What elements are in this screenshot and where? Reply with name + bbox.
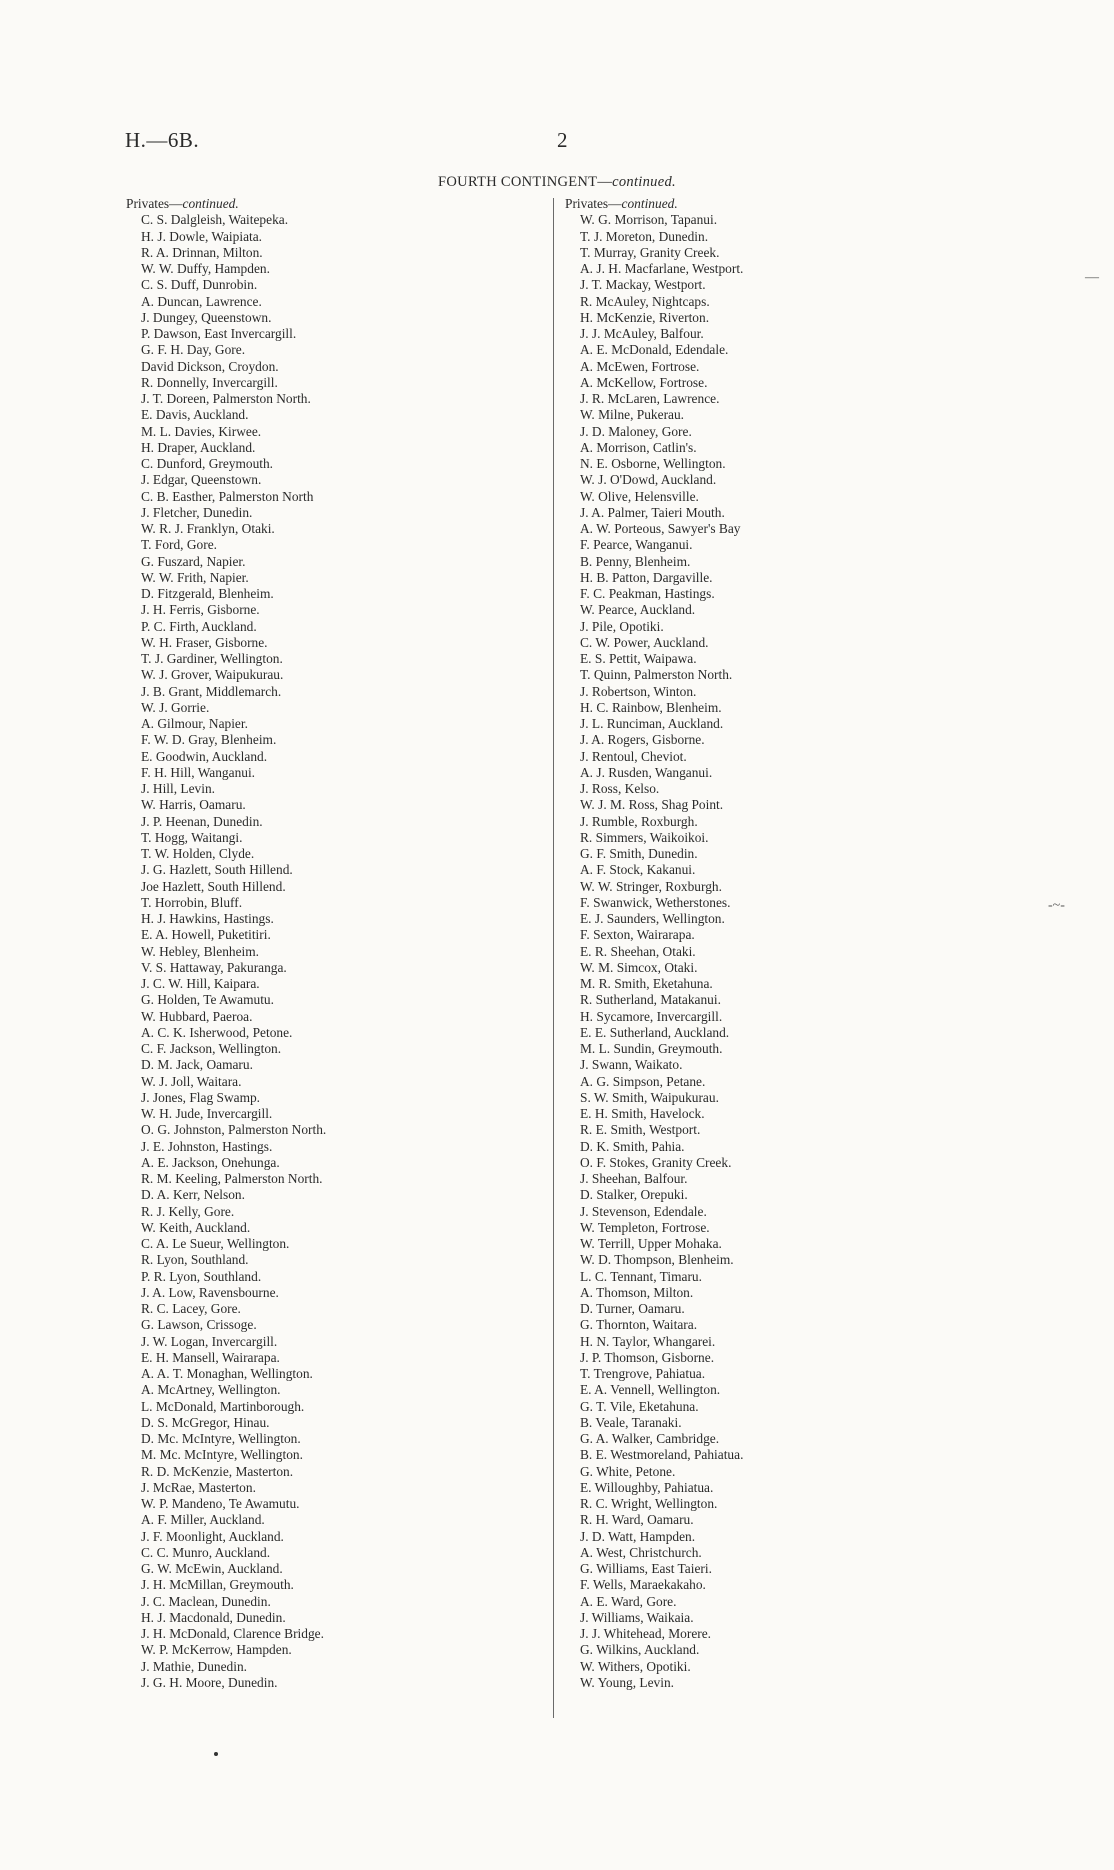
list-item: J. L. Runciman, Auckland. bbox=[580, 716, 724, 731]
list-item: A. A. T. Monaghan, Wellington. bbox=[141, 1366, 313, 1381]
list-item: D. Turner, Oamaru. bbox=[580, 1301, 685, 1316]
list-item: H. Draper, Auckland. bbox=[141, 439, 256, 455]
list-item: S. W. Smith, Waipukurau. bbox=[580, 1089, 719, 1105]
list-item: W. P. McKerrow, Hampden. bbox=[141, 1642, 292, 1658]
list-item: J. Fletcher, Dunedin. bbox=[141, 504, 253, 520]
list-item: D. Fitzgerald, Blenheim. bbox=[141, 586, 274, 601]
list-item: J. H. McMillan, Greymouth. bbox=[141, 1577, 294, 1593]
list-item: T. Quinn, Palmerston North. bbox=[580, 667, 733, 683]
list-item: G. Williams, East Taieri. bbox=[580, 1561, 712, 1576]
list-item: H. B. Patton, Dargaville. bbox=[580, 569, 713, 585]
list-item: A. E. Ward, Gore. bbox=[580, 1593, 677, 1609]
list-item: P. C. Firth, Auckland. bbox=[141, 618, 257, 634]
list-item: F. W. D. Gray, Blenheim. bbox=[141, 732, 277, 748]
list-item: A. McKellow, Fortrose. bbox=[580, 374, 708, 390]
list-item: J. H. Ferris, Gisborne. bbox=[141, 602, 260, 618]
list-item: T. Ford, Gore. bbox=[141, 537, 217, 553]
list-item: O. G. Johnston, Palmerston North. bbox=[141, 1122, 327, 1138]
list-item: J. E. Johnston, Hastings. bbox=[141, 1138, 273, 1154]
list-item: W. W. Duffy, Hampden. bbox=[141, 261, 270, 276]
list-item: A. E. McDonald, Edendale. bbox=[580, 342, 729, 358]
list-item: R. H. Ward, Oamaru. bbox=[580, 1512, 694, 1528]
list-item: J. P. Heenan, Dunedin. bbox=[141, 813, 263, 829]
list-item: C. W. Power, Auckland. bbox=[580, 634, 709, 650]
document-reference: H.—6B. bbox=[125, 128, 200, 152]
list-item: C. B. Easther, Palmerston North bbox=[141, 488, 314, 504]
list-item: L. McDonald, Martinborough. bbox=[141, 1398, 305, 1414]
list-item: R. C. Lacey, Gore. bbox=[141, 1301, 241, 1316]
list-item: V. S. Hattaway, Pakuranga. bbox=[141, 959, 287, 975]
list-item: T. J. Gardiner, Wellington. bbox=[141, 651, 283, 666]
list-item: E. Davis, Auckland. bbox=[141, 407, 249, 423]
list-item: J. Sheehan, Balfour. bbox=[580, 1171, 688, 1186]
list-item: J. W. Logan, Invercargill. bbox=[141, 1333, 278, 1349]
list-item: D. A. Kerr, Nelson. bbox=[141, 1187, 245, 1203]
list-item: A. G. Simpson, Petane. bbox=[580, 1073, 706, 1089]
list-item: G. White, Petone. bbox=[580, 1463, 676, 1479]
list-item: D. K. Smith, Pahia. bbox=[580, 1138, 685, 1154]
list-item: M. L. Sundin, Greymouth. bbox=[580, 1041, 723, 1056]
list-item: W. Hubbard, Paeroa. bbox=[141, 1008, 253, 1024]
list-item: G. A. Walker, Cambridge. bbox=[580, 1431, 720, 1446]
list-item: G. Lawson, Crissoge. bbox=[141, 1317, 257, 1333]
left-heading-main: Privates— bbox=[126, 196, 183, 211]
list-item: J. D. Watt, Hampden. bbox=[580, 1528, 696, 1544]
list-item: E. J. Saunders, Wellington. bbox=[580, 911, 725, 926]
list-item: O. F. Stokes, Granity Creek. bbox=[580, 1154, 732, 1170]
list-item: A. J. Rusden, Wanganui. bbox=[580, 764, 713, 780]
list-item: J. Rentoul, Cheviot. bbox=[580, 748, 687, 764]
list-item: E. S. Pettit, Waipawa. bbox=[580, 651, 697, 666]
list-item: E. H. Smith, Havelock. bbox=[580, 1106, 705, 1121]
list-item: C. C. Munro, Auckland. bbox=[141, 1544, 271, 1560]
list-item: R. McAuley, Nightcaps. bbox=[580, 293, 710, 309]
list-item: C. F. Jackson, Wellington. bbox=[141, 1041, 282, 1056]
list-item: A. West, Christchurch. bbox=[580, 1544, 702, 1560]
list-item: A. Duncan, Lawrence. bbox=[141, 293, 262, 309]
list-item: J. Ross, Kelso. bbox=[580, 781, 660, 796]
list-item: W. Milne, Pukerau. bbox=[580, 407, 685, 423]
list-item: G. F. Smith, Dunedin. bbox=[580, 846, 698, 861]
list-item: J. McRae, Masterton. bbox=[141, 1479, 256, 1495]
list-item: A. McArtney, Wellington. bbox=[141, 1382, 281, 1398]
list-item: E. H. Mansell, Wairarapa. bbox=[141, 1349, 280, 1365]
list-item: R. D. McKenzie, Masterton. bbox=[141, 1463, 294, 1479]
list-item: W. W. Stringer, Roxburgh. bbox=[580, 878, 722, 894]
right-name-list bbox=[565, 212, 1025, 1691]
list-item: A. F. Stock, Kakanui. bbox=[580, 862, 696, 878]
list-item: J. Swann, Waikato. bbox=[580, 1057, 683, 1073]
list-item: E. E. Sutherland, Auckland. bbox=[580, 1024, 730, 1040]
list-item: R. Lyon, Southland. bbox=[141, 1252, 249, 1268]
list-item: A. McEwen, Fortrose. bbox=[580, 358, 700, 374]
left-name-list bbox=[126, 212, 546, 1691]
list-item: J. Edgar, Queenstown. bbox=[141, 472, 262, 488]
list-item: R. Simmers, Waikoikoi. bbox=[580, 829, 709, 845]
list-item: J. A. Palmer, Taieri Mouth. bbox=[580, 504, 725, 520]
list-item: W. Young, Levin. bbox=[580, 1674, 674, 1690]
list-item: M. L. Davies, Kirwee. bbox=[141, 423, 262, 439]
list-item: W. D. Thompson, Blenheim. bbox=[580, 1252, 734, 1268]
list-item: G. Thornton, Waitara. bbox=[580, 1317, 698, 1333]
list-item: J. Pile, Opotiki. bbox=[580, 618, 664, 634]
list-item: H. N. Taylor, Whangarei. bbox=[580, 1333, 716, 1349]
list-item: J. Stevenson, Edendale. bbox=[580, 1203, 707, 1219]
list-item: R. E. Smith, Westport. bbox=[580, 1122, 701, 1138]
list-item: Joe Hazlett, South Hillend. bbox=[141, 878, 286, 894]
list-item: J. Mathie, Dunedin. bbox=[141, 1658, 247, 1674]
right-column bbox=[565, 196, 1025, 1691]
list-item: G. W. McEwin, Auckland. bbox=[141, 1561, 283, 1576]
list-item: A. W. Porteous, Sawyer's Bay bbox=[580, 521, 741, 536]
list-item: H. C. Rainbow, Blenheim. bbox=[580, 699, 722, 715]
stray-dot bbox=[214, 1752, 218, 1756]
list-item: J. B. Grant, Middlemarch. bbox=[141, 683, 282, 699]
list-item: N. E. Osborne, Wellington. bbox=[580, 456, 726, 471]
list-item: L. C. Tennant, Timaru. bbox=[580, 1268, 702, 1284]
list-item: T. Trengrove, Pahiatua. bbox=[580, 1366, 706, 1381]
list-item: R. Sutherland, Matakanui. bbox=[580, 992, 721, 1008]
list-item: W. H. Jude, Invercargill. bbox=[141, 1106, 273, 1121]
list-item: J. Jones, Flag Swamp. bbox=[141, 1089, 261, 1105]
list-item: J. C. W. Hill, Kaipara. bbox=[141, 976, 260, 991]
list-item: D. Mc. McIntyre, Wellington. bbox=[141, 1431, 301, 1446]
list-item: F. Swanwick, Wetherstones. bbox=[580, 894, 731, 910]
list-item: D. M. Jack, Oamaru. bbox=[141, 1057, 253, 1073]
list-item: W. Keith, Auckland. bbox=[141, 1219, 251, 1235]
list-item: A. E. Jackson, Onehunga. bbox=[141, 1154, 280, 1170]
list-item: T. Hogg, Waitangi. bbox=[141, 829, 243, 845]
margin-mark: -~- bbox=[1048, 898, 1065, 913]
list-item: J. T. Mackay, Westport. bbox=[580, 277, 706, 293]
section-heading bbox=[0, 174, 1114, 191]
list-item: W. J. M. Ross, Shag Point. bbox=[580, 797, 724, 813]
list-item: M. R. Smith, Eketahuna. bbox=[580, 976, 713, 991]
list-item: H. J. Macdonald, Dunedin. bbox=[141, 1609, 286, 1625]
list-item: E. A. Howell, Puketitiri. bbox=[141, 927, 271, 943]
list-item: J. F. Moonlight, Auckland. bbox=[141, 1528, 284, 1544]
list-item: D. Stalker, Orepuki. bbox=[580, 1187, 688, 1203]
list-item: J. A. Rogers, Gisborne. bbox=[580, 732, 705, 748]
list-item: J. C. Maclean, Dunedin. bbox=[141, 1593, 271, 1609]
section-heading-continued: continued. bbox=[612, 174, 676, 190]
list-item: G. Wilkins, Auckland. bbox=[580, 1642, 700, 1658]
list-item: W. J. Gorrie. bbox=[141, 699, 210, 715]
list-item: J. J. Whitehead, Morere. bbox=[580, 1626, 712, 1641]
list-item: M. Mc. McIntyre, Wellington. bbox=[141, 1447, 303, 1463]
list-item: R. Donnelly, Invercargill. bbox=[141, 374, 278, 390]
list-item: J. H. McDonald, Clarence Bridge. bbox=[141, 1626, 324, 1641]
left-column bbox=[126, 196, 546, 1691]
list-item: A. Morrison, Catlin's. bbox=[580, 439, 697, 455]
list-item: W. Withers, Opotiki. bbox=[580, 1658, 691, 1674]
list-item: W. H. Fraser, Gisborne. bbox=[141, 634, 268, 650]
list-item: E. Goodwin, Auckland. bbox=[141, 748, 268, 764]
list-item: E. R. Sheehan, Otaki. bbox=[580, 943, 696, 959]
list-item: W. R. J. Franklyn, Otaki. bbox=[141, 521, 275, 536]
list-item: F. H. Hill, Wanganui. bbox=[141, 764, 256, 780]
list-item: J. D. Maloney, Gore. bbox=[580, 423, 692, 439]
list-item: W. Pearce, Auckland. bbox=[580, 602, 696, 618]
list-item: J. G. Hazlett, South Hillend. bbox=[141, 862, 293, 878]
list-item: T. W. Holden, Clyde. bbox=[141, 846, 255, 861]
list-item: David Dickson, Croydon. bbox=[141, 358, 279, 374]
list-item: W. Terrill, Upper Mohaka. bbox=[580, 1236, 722, 1251]
list-item: A. F. Miller, Auckland. bbox=[141, 1512, 265, 1528]
list-item: R. J. Kelly, Gore. bbox=[141, 1203, 235, 1219]
list-item: F. Pearce, Wanganui. bbox=[580, 537, 693, 553]
list-item: W. Hebley, Blenheim. bbox=[141, 943, 260, 959]
list-item: J. J. McAuley, Balfour. bbox=[580, 326, 704, 341]
list-item: J. Dungey, Queenstown. bbox=[141, 309, 272, 325]
list-item: W. J. Joll, Waitara. bbox=[141, 1073, 242, 1089]
list-item: J. Williams, Waikaia. bbox=[580, 1609, 694, 1625]
list-item: W. G. Morrison, Tapanui. bbox=[580, 212, 718, 228]
list-item: H. McKenzie, Riverton. bbox=[580, 309, 710, 325]
list-item: A. J. H. Macfarlane, Westport. bbox=[580, 261, 744, 276]
margin-mark: — bbox=[1085, 270, 1099, 285]
list-item: T. Horrobin, Bluff. bbox=[141, 894, 243, 910]
list-item: H. Sycamore, Invercargill. bbox=[580, 1008, 723, 1024]
list-item: H. J. Dowle, Waipiata. bbox=[141, 228, 263, 244]
list-item: G. Holden, Te Awamutu. bbox=[141, 992, 274, 1008]
list-item: J. G. H. Moore, Dunedin. bbox=[141, 1674, 278, 1690]
list-item: P. R. Lyon, Southland. bbox=[141, 1268, 262, 1284]
list-item: B. Veale, Taranaki. bbox=[580, 1414, 682, 1430]
list-item: W. W. Frith, Napier. bbox=[141, 569, 249, 585]
list-item: J. P. Thomson, Gisborne. bbox=[580, 1349, 715, 1365]
list-item: D. S. McGregor, Hinau. bbox=[141, 1414, 270, 1430]
list-item: G. Fuszard, Napier. bbox=[141, 553, 246, 569]
list-item: J. Hill, Levin. bbox=[141, 781, 216, 796]
list-item: B. E. Westmoreland, Pahiatua. bbox=[580, 1447, 744, 1463]
list-item: R. A. Drinnan, Milton. bbox=[141, 244, 263, 260]
list-item: H. J. Hawkins, Hastings. bbox=[141, 911, 274, 926]
list-item: R. M. Keeling, Palmerston North. bbox=[141, 1171, 323, 1186]
list-item: J. A. Low, Ravensbourne. bbox=[141, 1284, 279, 1300]
list-item: J. Robertson, Winton. bbox=[580, 683, 697, 699]
list-item: T. Murray, Granity Creek. bbox=[580, 244, 720, 260]
list-item: W. P. Mandeno, Te Awamutu. bbox=[141, 1496, 300, 1511]
list-item: G. T. Vile, Eketahuna. bbox=[580, 1398, 699, 1414]
list-item: E. A. Vennell, Wellington. bbox=[580, 1382, 721, 1398]
list-item: B. Penny, Blenheim. bbox=[580, 553, 691, 569]
column-divider bbox=[553, 198, 554, 1718]
section-heading-main: FOURTH CONTINGENT— bbox=[438, 174, 613, 190]
list-item: A. C. K. Isherwood, Petone. bbox=[141, 1024, 293, 1040]
list-item: A. Thomson, Milton. bbox=[580, 1284, 694, 1300]
list-item: F. C. Peakman, Hastings. bbox=[580, 586, 715, 601]
right-heading-continued: continued. bbox=[621, 196, 678, 211]
list-item: C. Dunford, Greymouth. bbox=[141, 456, 274, 471]
list-item: J. R. McLaren, Lawrence. bbox=[580, 391, 720, 406]
list-item: E. Willoughby, Pahiatua. bbox=[580, 1479, 714, 1495]
list-item: W. Harris, Oamaru. bbox=[141, 797, 246, 813]
list-item: W. M. Simcox, Otaki. bbox=[580, 959, 698, 975]
page-number: 2 bbox=[557, 128, 568, 152]
list-item: C. S. Duff, Dunrobin. bbox=[141, 277, 258, 293]
list-item: W. J. O'Dowd, Auckland. bbox=[580, 472, 717, 488]
left-heading-continued: continued. bbox=[182, 196, 239, 211]
list-item: W. Templeton, Fortrose. bbox=[580, 1219, 710, 1235]
list-item: W. Olive, Helensville. bbox=[580, 488, 699, 504]
list-item: F. Wells, Maraekakaho. bbox=[580, 1577, 706, 1593]
left-column-heading bbox=[126, 196, 546, 212]
list-item: T. J. Moreton, Dunedin. bbox=[580, 228, 709, 244]
list-item: J. T. Doreen, Palmerston North. bbox=[141, 391, 311, 406]
list-item: R. C. Wright, Wellington. bbox=[580, 1496, 718, 1511]
list-item: F. Sexton, Wairarapa. bbox=[580, 927, 695, 943]
right-column-heading bbox=[565, 196, 1025, 212]
list-item: P. Dawson, East Invercargill. bbox=[141, 326, 297, 341]
list-item: C. S. Dalgleish, Waitepeka. bbox=[141, 212, 289, 228]
right-heading-main: Privates— bbox=[565, 196, 622, 211]
list-item: W. J. Grover, Waipukurau. bbox=[141, 667, 284, 683]
list-item: J. Rumble, Roxburgh. bbox=[580, 813, 698, 829]
list-item: G. F. H. Day, Gore. bbox=[141, 342, 246, 358]
list-item: C. A. Le Sueur, Wellington. bbox=[141, 1236, 290, 1251]
list-item: A. Gilmour, Napier. bbox=[141, 716, 248, 731]
